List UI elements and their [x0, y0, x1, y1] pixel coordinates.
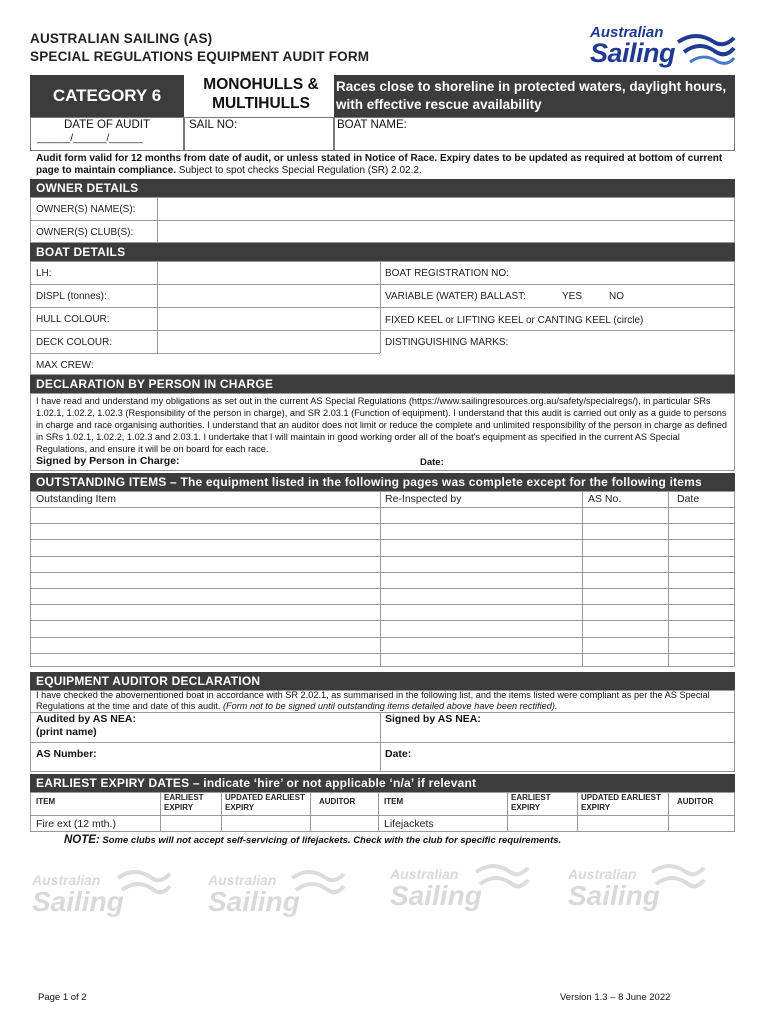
outstanding-row[interactable]: [30, 620, 735, 621]
owner-club-label: OWNER(S) CLUB(S):: [36, 227, 134, 238]
lifejackets-item: Lifejackets: [384, 818, 434, 830]
watermark-logo: Australian Sailing: [208, 872, 300, 917]
boat-registration-label: BOAT REGISTRATION NO:: [385, 268, 509, 279]
expiry-col-earliest: EARLIEST EXPIRY: [164, 793, 204, 812]
date-of-audit-field[interactable]: DATE OF AUDIT ______/______/______: [30, 117, 184, 151]
outstanding-row[interactable]: [30, 637, 735, 638]
form-title: [30, 30, 369, 66]
signed-by-nea-label: Signed by AS NEA:: [385, 713, 481, 725]
wave-logo-icon: [676, 28, 736, 68]
watermark-wave-icon: [0, 860, 770, 930]
earliest-expiry-header: EARLIEST EXPIRY DATES – indicate ‘hire’ or not applicable ‘n/a’ if relevant: [30, 774, 735, 792]
lifejackets-earliest-input[interactable]: [508, 816, 576, 831]
outstanding-row[interactable]: [30, 523, 735, 524]
watermark-logo: Australian Sailing: [568, 866, 660, 911]
outstanding-row[interactable]: [30, 539, 735, 540]
owner-club-input[interactable]: [158, 221, 734, 242]
expiry-col-item-2: ITEM: [384, 797, 404, 806]
outstanding-row[interactable]: [30, 653, 735, 654]
water-ballast-label: VARIABLE (WATER) BALLAST:: [385, 291, 526, 302]
hull-colour-label: HULL COLOUR:: [36, 314, 110, 325]
outstanding-row[interactable]: [30, 556, 735, 557]
col-date: Date: [677, 493, 700, 505]
expiry-col-updated-2: UPDATED EARLIEST EXPIRY: [581, 793, 661, 812]
fire-ext-updated-input[interactable]: [222, 816, 309, 831]
watermark-logo: Australian Sailing: [390, 866, 482, 911]
ballast-yes-option[interactable]: YES: [562, 291, 583, 302]
expiry-col-item: ITEM: [36, 797, 56, 806]
distinguishing-marks-label: DISTINGUISHING MARKS:: [385, 337, 509, 348]
owner-names-input[interactable]: [158, 198, 734, 219]
outstanding-items-table: [30, 491, 735, 667]
fire-extinguisher-item: Fire ext (12 mth.): [36, 818, 116, 830]
outstanding-row[interactable]: [30, 588, 735, 589]
col-as-no: AS No.: [588, 493, 622, 505]
declaration-header: DECLARATION BY PERSON IN CHARGE: [30, 375, 735, 393]
page-number: Page 1 of 2: [38, 992, 87, 1003]
ballast-no-option[interactable]: NO: [609, 291, 624, 302]
expiry-col-updated: UPDATED EARLIEST EXPIRY: [225, 793, 305, 812]
as-number-label: AS Number:: [36, 748, 97, 760]
hull-colour-input[interactable]: [158, 308, 379, 329]
deck-colour-label: DECK COLOUR:: [36, 337, 113, 348]
australian-sailing-logo: Australian Sailing: [588, 22, 738, 74]
lh-label: LH:: [36, 268, 52, 279]
owner-names-label: OWNER(S) NAME(S):: [36, 204, 136, 215]
expiry-col-auditor-2: AUDITOR: [677, 797, 714, 806]
lifejacket-note: NOTE: Some clubs will not accept self-servicing of lifejackets. Check with the club for specific requirements.: [64, 834, 562, 846]
category-label: CATEGORY 6: [30, 75, 184, 117]
boat-details-header: BOAT DETAILS: [30, 243, 735, 261]
audited-by-input[interactable]: [150, 713, 378, 741]
hull-type: MONOHULLS & MULTIHULLS: [203, 76, 319, 112]
deck-colour-input[interactable]: [158, 331, 379, 352]
form-title-line2: SPECIAL REGULATIONS EQUIPMENT AUDIT FORM: [30, 49, 370, 64]
form-title-line1: AUSTRALIAN SAILING (AS): [30, 31, 213, 46]
outstanding-items-header: OUTSTANDING ITEMS – The equipment listed in the following pages was complete except for the following items: [30, 473, 735, 491]
lh-input[interactable]: [158, 262, 379, 283]
keel-type-options[interactable]: FIXED KEEL or LIFTING KEEL or CANTING KEEL (circle): [385, 315, 644, 326]
fire-ext-earliest-input[interactable]: [161, 816, 220, 831]
displacement-label: DISPL (tonnes):: [36, 291, 107, 302]
validity-note: Audit form valid for 12 months from date of audit, or unless stated in Notice of Race. Expiry dates to be updated as required at bottom of current page to maintain compliance. Subject to spot checks Special Regulation (SR) 2.02.2.: [36, 153, 723, 176]
declaration-text: I have read and understand my obligations as set out in the current AS Special Regulations (https://www.sailingresources.org.au/safety/specialregs/), in particular SRs 1.02.1, 1.02.2, 1.02.3 (Responsibility of the person in charge), and SR 2.03.1 (Function of equipment). I understand that this audit is carried out only as a guide to persons in charge and race organising authorities. I understand that an auditor does not limit or reduce the complete and unlimited responsibility of the person in charge as defined in SRs 1.02.1, 1.02.2, 1.02.3 and 2.03.1. I undertake that I will maintain in good working order all of the boat's equipment as specified in the current AS Special Regulations, and ensure it will be on board for each race.: [36, 396, 728, 454]
col-outstanding-item: Outstanding Item: [36, 493, 116, 505]
displacement-input[interactable]: [158, 285, 379, 306]
version-label: Version 1.3 – 8 June 2022: [560, 992, 671, 1003]
signed-by-person-label: Signed by Person in Charge:: [36, 455, 180, 467]
watermark-logo: Australian Sailing: [32, 872, 124, 917]
audited-by-label: Audited by AS NEA:(print name): [36, 713, 136, 738]
auditor-declaration-header: EQUIPMENT AUDITOR DECLARATION: [30, 672, 735, 690]
boat-name-field[interactable]: BOAT NAME:: [334, 117, 735, 151]
category-description: Races close to shoreline in protected waters, daylight hours, with effective rescue availability: [334, 75, 735, 117]
lifejackets-updated-input[interactable]: [578, 816, 667, 831]
sail-no-field[interactable]: SAIL NO:: [184, 117, 334, 151]
declaration-date-label: Date:: [420, 457, 444, 468]
expiry-col-auditor: AUDITOR: [319, 797, 356, 806]
max-crew-label: MAX CREW:: [36, 360, 94, 371]
auditor-date-label: Date:: [385, 748, 412, 760]
outstanding-row[interactable]: [30, 604, 735, 605]
expiry-col-earliest-2: EARLIEST EXPIRY: [511, 793, 551, 812]
outstanding-row[interactable]: [30, 572, 735, 573]
owner-details-header: OWNER DETAILS: [30, 179, 735, 197]
outstanding-row[interactable]: [30, 507, 735, 508]
auditor-declaration-text: I have checked the abovementioned boat in accordance with SR 2.02.1, as summarised in the following list, and the items listed were compliant as per the AS Special Regulations at the time and date of this audit. (Form not to be signed until outstanding items detailed above have been rectified).: [36, 690, 710, 711]
col-reinspected-by: Re-Inspected by: [385, 493, 462, 505]
